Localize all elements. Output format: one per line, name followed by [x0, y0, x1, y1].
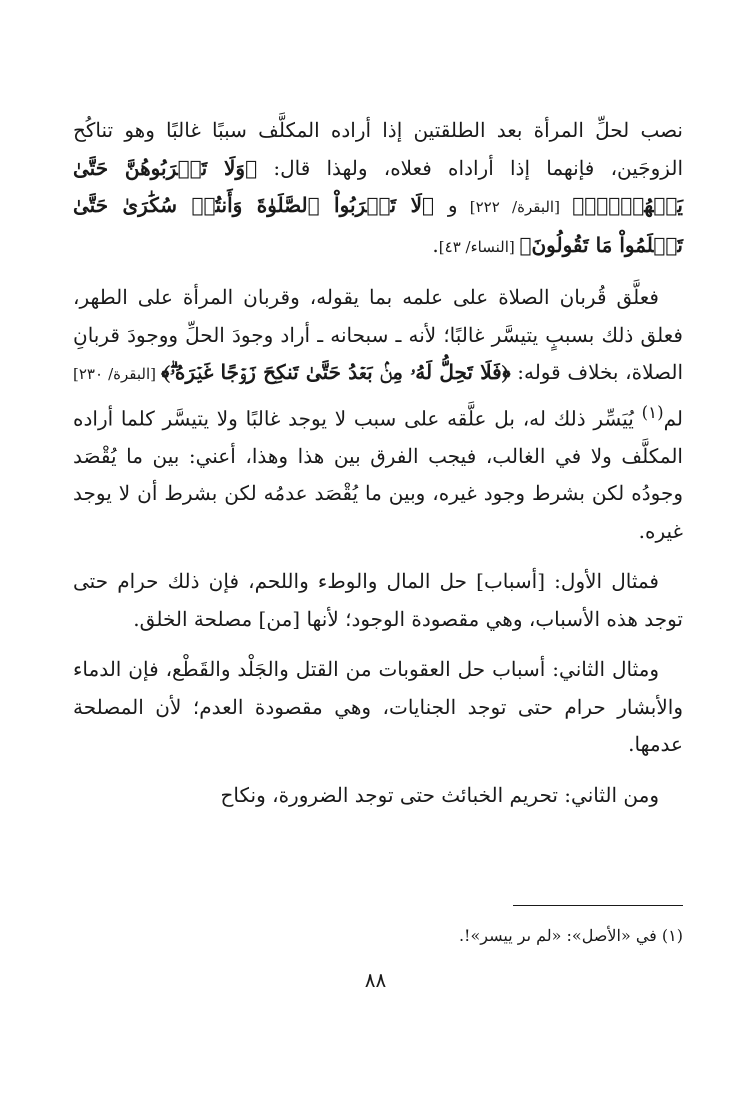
text-segment: و — [433, 193, 458, 217]
text-segment: ومن الثاني: تحريم الخبائث حتى توجد الضرورة، ونكاح — [220, 782, 659, 807]
text-segment: نصب لحلِّ المرأة بعد الطلقتين إذا أراده المكلَّف سببًا غالبًا وهو تناكُح الزوجَين، فإنهما إذا أراداه فعلاه، ولهذا قال: — [73, 118, 683, 180]
paragraph — [73, 777, 683, 815]
text-segment: يُيَسِّر ذلك له، بل علَّقه على سبب لا يوجد غالبًا ولا يتيسَّر كلما أراده المكلَّف ولا في الغالب، فيجب الفرق بين هذا وهذا، أعني: بين ما يُقْصَد وجودُه لكن بشرط وجود غيره، وبين ما يُقْصَد عدمُه لكن بشرط أن لا يوجد غيره. — [73, 406, 683, 543]
text-segment: ومثال الثاني: أسباب حل العقوبات من القتل والجَلْد والقَطْع، فإن الدماء والأبشار حرام حتى توجد الجنايات، وهي مقصودة العدم؛ لأن المصلحة عدمها. — [73, 657, 683, 757]
paragraph — [73, 112, 683, 266]
footnote-divider — [513, 905, 683, 906]
text-segment: لم — [663, 406, 683, 431]
body-text — [73, 112, 683, 827]
page-number: ٨٨ — [364, 968, 387, 992]
quran-verse: ﴿لَا تَقۡرَبُواْ ٱلصَّلَوٰةَ وَأَنتُمۡ سُكَٰرَىٰ حَتَّىٰ تَعۡلَمُواْ مَا تَقُولُونَ﴾ — [73, 193, 683, 257]
paragraph — [73, 651, 683, 764]
verse-reference: [البقرة/ ٢٣٠] — [73, 365, 162, 383]
paragraph — [73, 279, 683, 550]
text-segment: . — [432, 232, 439, 257]
verse-reference: [النساء/ ٤٣] — [438, 237, 520, 256]
footnote-marker: (١) — [641, 402, 664, 422]
quran-verse: ﴿وَلَا تَقۡرَبُوهُنَّ حَتَّىٰ يَطۡهُرۡنَۖ﴾ — [73, 155, 683, 217]
verse-reference: [البقرة/ ٢٢٢] — [457, 198, 573, 216]
text-segment: فعلَّق قُربان الصلاة على علمه بما يقوله، وقربان المرأة على الطهر، فعلق ذلك بسببٍ يتيسَّر غالبًا؛ لأنه ـ سبحانه ـ أراد وجودَ الحلِّ ووجودَ قربانِ الصلاة، بخلاف قوله: — [73, 285, 683, 384]
footnote: (١) في «الأصل»: «لم ىر ييسر»!. — [458, 926, 683, 945]
quran-verse: ﴿فَلَا تَحِلُّ لَهُۥ مِنۢ بَعۡدُ حَتَّىٰ تَنكِحَ زَوۡجًا غَيۡرَهُۥۗ﴾ — [161, 360, 511, 384]
text-segment: فمثال الأول: [أسباب] حل المال والوطء واللحم، فإن ذلك حرام حتى توجد هذه الأسباب، وهي مقصودة الوجود؛ لأنها [من] مصلحة الخلق. — [73, 569, 683, 631]
paragraph — [73, 563, 683, 638]
